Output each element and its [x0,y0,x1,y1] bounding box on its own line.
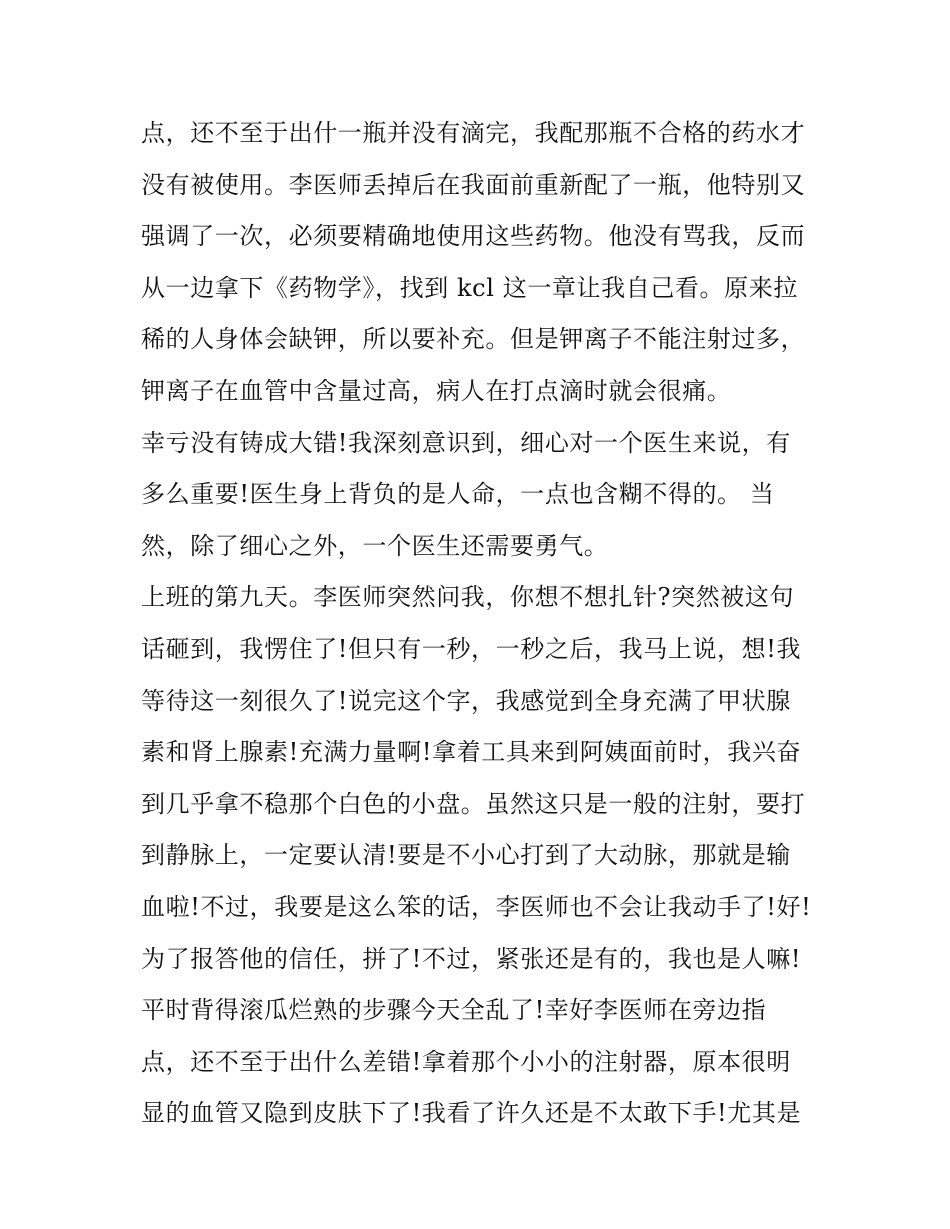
text-line: 点，还不至于出什一瓶并没有滴完，我配那瓶不合格的药水才 [141,119,806,147]
text-line: 钾离子在血管中含量过高，病人在打点滴时就会很痛。 [141,376,732,405]
text-line: 从一边拿下《药物学》，找到 kcl 这一章让我自己看。原来拉 [141,273,798,302]
text-line: 等待这一刻很久了!说完这个字，我感觉到全身充满了甲状腺 [141,686,791,715]
text-line: 没有被使用。李医师丢掉后在我面前重新配了一瓶，他特别又 [141,170,806,199]
text-line: 素和肾上腺素!充满力量啊!拿着工具来到阿姨面前时，我兴奋 [141,738,802,767]
text-line: 稀的人身体会缺钾，所以要补充。但是钾离子不能注射过多， [141,325,806,354]
text-line: 话砸到，我愣住了!但只有一秒，一秒之后，我马上说，想!我 [141,634,802,663]
text-line: 血啦!不过，我要是这么笨的话，李医师也不会让我动手了!好! [141,892,812,921]
text-line: 到静脉上，一定要认清!要是不小心打到了大动脉，那就是输 [141,841,791,870]
text-line: 为了报答他的信任，拼了!不过，紧张还是有的，我也是人嘛! [141,944,802,973]
text-line: 多么重要!医生身上背负的是人命，一点也含糊不得的。 当 [141,480,775,509]
text-line: 点，还不至于出什么差错!拿着那个小小的注射器，原本很明 [141,1047,791,1076]
text-line: 显的血管又隐到皮肤下了!我看了许久还是不太敢下手!尤其是 [141,1099,802,1128]
body-text [141,108,831,1140]
text-line: 幸亏没有铸成大错!我深刻意识到，细心对一个医生来说，有 [141,428,791,457]
text-line: 强调了一次，必须要精确地使用这些药物。他没有骂我，反而 [141,222,806,251]
text-line: 平时背得滚瓜烂熟的步骤今天全乱了!幸好李医师在旁边指 [141,996,767,1025]
text-line: 然，除了细心之外，一个医生还需要勇气。 [141,531,609,560]
text-line: 到几乎拿不稳那个白色的小盘。虽然这只是一般的注射，要打 [141,789,806,818]
text-line: 上班的第九天。李医师突然问我，你想不想扎针?突然被这句 [141,583,795,612]
